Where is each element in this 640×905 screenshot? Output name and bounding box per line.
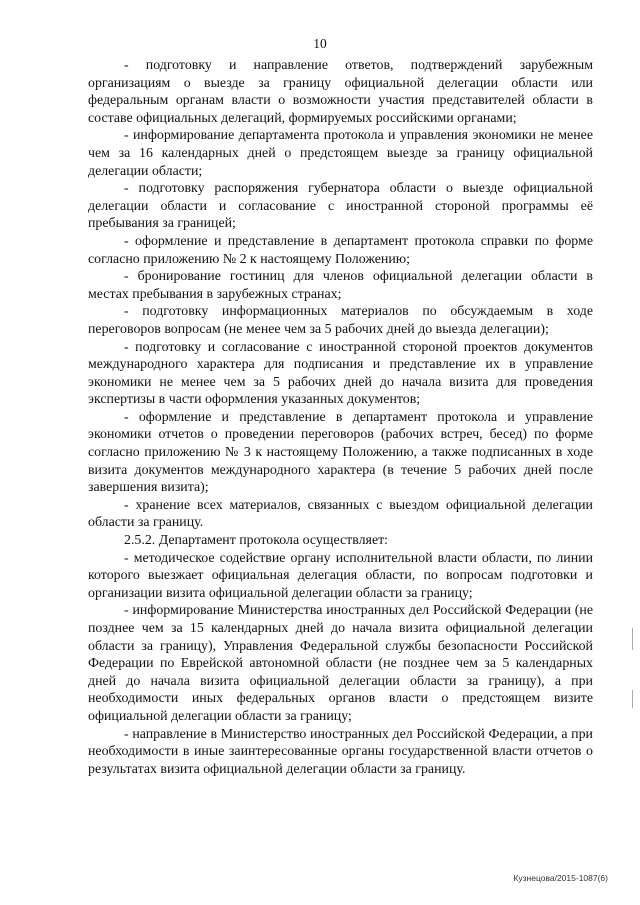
paragraph: - информирование Министерства иностранных дел Российской Федерации (не позднее чем за 15 календарных дней до начала визита официальной делегации области за границу), Управления Федеральной службы безопасности Российской Федерации по Еврейской автономной области (не позднее чем за 5 календарных дней до начала визита официальной делегации области за границу), а при необходимости иных федеральных органов власти о предстоящем визите официальной делегации области за границу;	[88, 603, 593, 724]
document-body	[88, 57, 593, 778]
paragraph: - информирование департамента протокола и управления экономики не менее чем за 16 календарных дней о предстоящем выезде за границу официальной делегации области;	[88, 128, 593, 179]
paragraph: - оформление и представление в департамент протокола справки по форме согласно приложению № 2 к настоящему Положению;	[88, 233, 593, 267]
document-footer-code: Кузнецова/2015-1087(6)	[513, 873, 608, 883]
paragraph: - бронирование гостиниц для членов официальной делегации области в местах пребывания в зарубежных странах;	[88, 269, 593, 302]
paragraph: - подготовку информационных материалов по обсуждаемым в ходе переговоров вопросам (не менее чем за 5 рабочих дней до выезда делегации);	[88, 304, 593, 337]
paragraph: - методическое содействие органу исполнительной власти области, по линии которого выезжает официальная делегация области, по вопросам подготовки и организации визита официальной делегации области за границу;	[88, 550, 593, 601]
paragraph: - оформление и представление в департамент протокола и управление экономики отчетов о проведении переговоров (рабочих встреч, бесед) по форме согласно приложению № 3 к настоящему Положению, а также подписанных в ходе визита документов международного характера (в течение 5 рабочих дней после завершения визита);	[88, 409, 593, 496]
page-number: 10	[313, 36, 327, 51]
paragraph: - хранение всех материалов, связанных с выездом официальной делегации области за границу.	[88, 497, 593, 531]
paragraph: - подготовку и согласование с иностранной стороной проектов документов международного характера для подписания и представление их в управление экономики не менее чем за 5 рабочих дней до начала визита для проведения экспертизы в части оформления указанных документов;	[88, 339, 593, 408]
paragraph: - подготовку и направление ответов, подтверждений зарубежным организациям о выезде за границу официальной делегации области или федеральным органам власти о возможности участия представителей области в составе официальных делегаций, формируемых российскими органами;	[88, 58, 593, 126]
paragraph: - направление в Министерство иностранных дел Российской Федерации, а при необходимости в иные заинтересованные органы государственной власти отчетов о результатах визита официальной делегации области за границу.	[88, 726, 593, 777]
scan-edge-mark	[632, 628, 633, 650]
scan-edge-mark	[632, 690, 633, 708]
paragraph: - подготовку распоряжения губернатора области о выезде официальной делегации области и согласование с иностранной стороной программы её пребывания за границей;	[88, 181, 593, 232]
section-heading: 2.5.2. Департамент протокола осуществляет:	[124, 533, 389, 549]
